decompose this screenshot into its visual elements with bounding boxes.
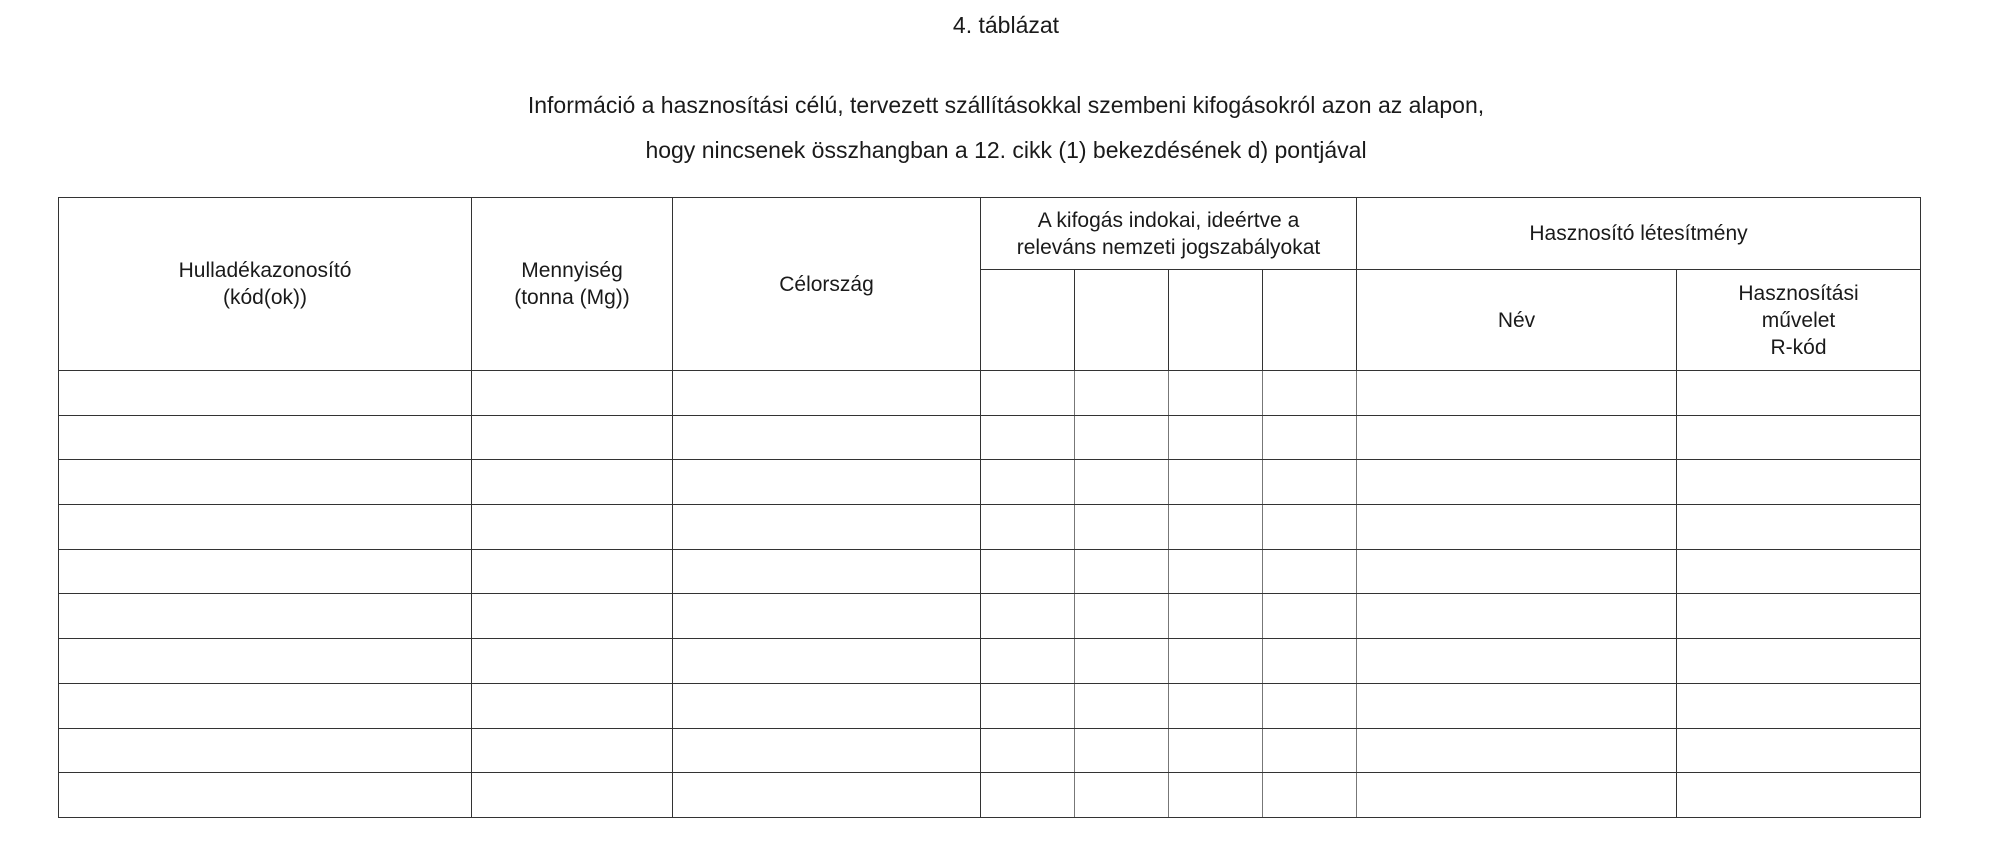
table-cell[interactable] bbox=[981, 594, 1075, 639]
table-cell[interactable] bbox=[673, 594, 981, 639]
table-cell[interactable] bbox=[59, 415, 472, 460]
table-cell[interactable] bbox=[1357, 371, 1677, 416]
table-cell[interactable] bbox=[981, 505, 1075, 550]
header-objection-reasons-line1: A kifogás indokai, ideértve a bbox=[1037, 208, 1300, 232]
objections-table bbox=[58, 197, 1921, 818]
table-cell[interactable] bbox=[1357, 594, 1677, 639]
table-cell[interactable] bbox=[1263, 549, 1357, 594]
table-cell[interactable] bbox=[1677, 371, 1921, 416]
table-cell[interactable] bbox=[1169, 549, 1263, 594]
table-cell[interactable] bbox=[1075, 549, 1169, 594]
header-name: Név bbox=[1357, 270, 1677, 371]
table-cell[interactable] bbox=[472, 415, 673, 460]
table-cell[interactable] bbox=[673, 683, 981, 728]
table-cell[interactable] bbox=[1263, 773, 1357, 818]
table-cell[interactable] bbox=[472, 460, 673, 505]
header-waste-id-line1: Hulladékazonosító bbox=[178, 259, 352, 282]
table-cell[interactable] bbox=[1075, 728, 1169, 773]
table-cell[interactable] bbox=[981, 549, 1075, 594]
table-cell[interactable] bbox=[1263, 505, 1357, 550]
table-cell[interactable] bbox=[1169, 639, 1263, 684]
table-cell[interactable] bbox=[1075, 505, 1169, 550]
table-row bbox=[59, 549, 1921, 594]
table-cell[interactable] bbox=[673, 415, 981, 460]
header-recovery-op-line1: Hasznosítási bbox=[1738, 281, 1859, 305]
table-cell[interactable] bbox=[1677, 460, 1921, 505]
table-cell[interactable] bbox=[1677, 415, 1921, 460]
header-recovery-operation bbox=[1677, 270, 1921, 371]
table-cell[interactable] bbox=[59, 683, 472, 728]
table-cell[interactable] bbox=[1263, 639, 1357, 684]
table-cell[interactable] bbox=[59, 460, 472, 505]
table-cell[interactable] bbox=[1169, 371, 1263, 416]
table-cell[interactable] bbox=[981, 460, 1075, 505]
header-objection-reasons-line2: releváns nemzeti jogszabályokat bbox=[1016, 235, 1321, 259]
table-row bbox=[59, 415, 1921, 460]
table-cell[interactable] bbox=[1169, 683, 1263, 728]
table-cell[interactable] bbox=[472, 371, 673, 416]
table-cell[interactable] bbox=[1357, 728, 1677, 773]
table-cell[interactable] bbox=[472, 639, 673, 684]
objection-subcell bbox=[1169, 270, 1263, 371]
table-cell[interactable] bbox=[1357, 505, 1677, 550]
table-cell[interactable] bbox=[1677, 639, 1921, 684]
table-row bbox=[59, 683, 1921, 728]
header-quantity bbox=[472, 198, 673, 371]
table-cell[interactable] bbox=[1677, 505, 1921, 550]
table-cell[interactable] bbox=[1169, 505, 1263, 550]
table-cell[interactable] bbox=[1357, 415, 1677, 460]
table-subtitle-line-2: hogy nincsenek összhangban a 12. cikk (1) bekezdésének d) pontjával bbox=[645, 137, 1367, 163]
table-cell[interactable] bbox=[1357, 683, 1677, 728]
table-cell[interactable] bbox=[1357, 773, 1677, 818]
table-cell[interactable] bbox=[1075, 460, 1169, 505]
table-cell[interactable] bbox=[1169, 594, 1263, 639]
table-row bbox=[59, 371, 1921, 416]
table-cell[interactable] bbox=[673, 728, 981, 773]
table-cell[interactable] bbox=[673, 371, 981, 416]
table-cell[interactable] bbox=[1169, 415, 1263, 460]
table-number-title: 4. táblázat bbox=[952, 12, 1060, 38]
table-cell[interactable] bbox=[1263, 728, 1357, 773]
objection-subcell bbox=[1263, 270, 1357, 371]
table-cell[interactable] bbox=[981, 773, 1075, 818]
table-cell[interactable] bbox=[472, 505, 673, 550]
objection-subcell bbox=[981, 270, 1075, 371]
table-cell[interactable] bbox=[1075, 639, 1169, 684]
table-cell[interactable] bbox=[1677, 594, 1921, 639]
table-row bbox=[59, 639, 1921, 684]
table-cell[interactable] bbox=[1263, 460, 1357, 505]
table-cell[interactable] bbox=[1075, 415, 1169, 460]
table-cell[interactable] bbox=[1169, 773, 1263, 818]
table-cell[interactable] bbox=[1357, 460, 1677, 505]
table-cell[interactable] bbox=[472, 549, 673, 594]
table-cell[interactable] bbox=[981, 371, 1075, 416]
table-cell[interactable] bbox=[981, 683, 1075, 728]
header-waste-id-line2: (kód(ok)) bbox=[222, 286, 307, 309]
objection-subcell bbox=[1075, 270, 1169, 371]
table-cell[interactable] bbox=[1677, 728, 1921, 773]
header-row-1 bbox=[59, 198, 1921, 270]
header-recovery-op-line2: művelet bbox=[1761, 308, 1836, 332]
table-row bbox=[59, 728, 1921, 773]
table-row bbox=[59, 460, 1921, 505]
table-cell[interactable] bbox=[1357, 639, 1677, 684]
table-cell[interactable] bbox=[1263, 683, 1357, 728]
table-cell[interactable] bbox=[59, 594, 472, 639]
table-cell[interactable] bbox=[1075, 683, 1169, 728]
header-recovery-facility: Hasznosító létesítmény bbox=[1357, 198, 1921, 270]
table-cell[interactable] bbox=[472, 773, 673, 818]
table-cell[interactable] bbox=[1677, 773, 1921, 818]
table-cell[interactable] bbox=[673, 460, 981, 505]
table-cell[interactable] bbox=[472, 728, 673, 773]
table-cell[interactable] bbox=[59, 549, 472, 594]
table-cell[interactable] bbox=[59, 371, 472, 416]
table-cell[interactable] bbox=[1677, 549, 1921, 594]
table-cell[interactable] bbox=[59, 773, 472, 818]
table-cell[interactable] bbox=[981, 639, 1075, 684]
table-cell[interactable] bbox=[673, 549, 981, 594]
table-cell[interactable] bbox=[673, 505, 981, 550]
table-cell[interactable] bbox=[1169, 728, 1263, 773]
header-destination-country: Célország bbox=[673, 198, 981, 371]
header-recovery-op-line3: R-kód bbox=[1770, 335, 1827, 359]
header-waste-id bbox=[59, 198, 472, 371]
table-cell[interactable] bbox=[1075, 773, 1169, 818]
header-quantity-line2: (tonna (Mg)) bbox=[514, 286, 630, 309]
table-row bbox=[59, 773, 1921, 818]
table-cell[interactable] bbox=[472, 683, 673, 728]
table-cell[interactable] bbox=[1263, 415, 1357, 460]
table-row bbox=[59, 505, 1921, 550]
table-cell[interactable] bbox=[1263, 594, 1357, 639]
table-subtitle-line-1: Információ a hasznosítási célú, tervezett szállításokkal szembeni kifogásokról azon az alapon, bbox=[527, 92, 1485, 118]
table-cell[interactable] bbox=[981, 728, 1075, 773]
table-cell[interactable] bbox=[673, 773, 981, 818]
table-cell[interactable] bbox=[1263, 371, 1357, 416]
table-cell[interactable] bbox=[673, 639, 981, 684]
table-cell[interactable] bbox=[59, 639, 472, 684]
table-cell[interactable] bbox=[1075, 371, 1169, 416]
header-objection-reasons bbox=[981, 198, 1357, 270]
table-cell[interactable] bbox=[1677, 683, 1921, 728]
header-quantity-line1: Mennyiség bbox=[521, 259, 623, 282]
table-cell[interactable] bbox=[981, 415, 1075, 460]
table-cell[interactable] bbox=[1357, 549, 1677, 594]
table-row bbox=[59, 594, 1921, 639]
table-cell[interactable] bbox=[472, 594, 673, 639]
table-cell[interactable] bbox=[59, 505, 472, 550]
table-cell[interactable] bbox=[1075, 594, 1169, 639]
table-cell[interactable] bbox=[1169, 460, 1263, 505]
table-cell[interactable] bbox=[59, 728, 472, 773]
